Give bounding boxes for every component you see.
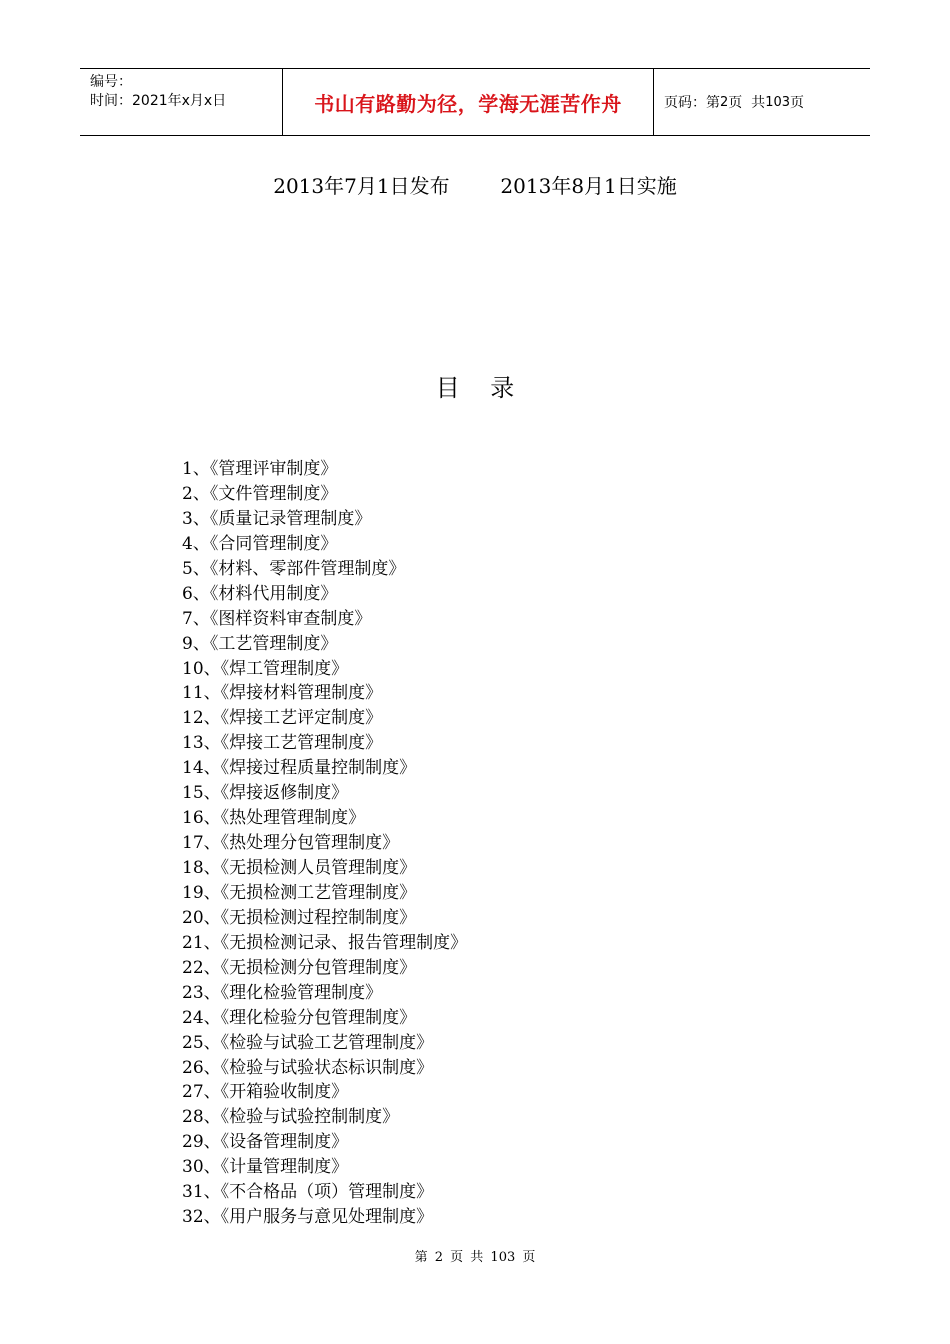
toc-item: 18、《无损检测人员管理制度》 [182,858,417,878]
table-of-contents [182,457,467,1230]
toc-item: 3、《质量记录管理制度》 [182,508,372,529]
time-label: 时间：2021年x月x日 [90,93,227,109]
toc-title: 目 录 [435,374,515,402]
page-current: 2 [720,94,729,110]
toc-item: 28、《检验与试验控制制度》 [182,1107,400,1128]
toc-item: 13、《焊接工艺管理制度》 [182,733,383,754]
page-header [80,68,870,136]
header-meta [80,69,282,135]
toc-item: 22、《无损检测分包管理制度》 [182,957,417,978]
page-mid: 页 共 [728,95,766,111]
toc-item: 12、《焊接工艺评定制度》 [182,708,383,729]
page-footer: 第 2 页 共 103 页 [414,1250,536,1265]
toc-item: 15、《焊接返修制度》 [182,783,349,804]
toc-item: 10、《焊工管理制度》 [182,658,349,679]
serial-label: 编号： [90,74,132,90]
toc-item: 5、《材料、零部件管理制度》 [182,558,406,579]
toc-item: 19、《无损检测工艺管理制度》 [182,882,417,903]
toc-item: 23、《理化检验管理制度》 [182,982,383,1003]
toc-item: 24、《理化检验分包管理制度》 [182,1007,417,1028]
toc-item: 1、《管理评审制度》 [182,459,338,479]
toc-item: 7、《图样资料审查制度》 [182,608,372,629]
page-total: 103 [765,94,791,110]
header-motto: 书山有路勤为径，学海无涯苦作舟 [282,69,654,135]
page-suffix: 页 [790,95,805,111]
toc-item: 30、《计量管理制度》 [182,1157,349,1178]
page-prefix: 页码：第 [664,95,720,111]
toc-item: 4、《合同管理制度》 [182,533,338,554]
toc-item: 21、《无损检测记录、报告管理制度》 [182,932,468,953]
toc-item: 31、《不合格品（项）管理制度》 [182,1182,434,1203]
toc-item: 2、《文件管理制度》 [182,483,338,504]
release-dates: 2013年7月1日发布 2013年8月1日实施 [273,174,677,198]
toc-item: 27、《开箱验收制度》 [182,1082,349,1103]
toc-item: 17、《热处理分包管理制度》 [182,833,400,854]
toc-item: 14、《焊接过程质量控制制度》 [182,758,417,779]
toc-item: 9、《工艺管理制度》 [182,633,338,654]
toc-item: 32、《用户服务与意见处理制度》 [182,1207,434,1228]
toc-item: 6、《材料代用制度》 [182,583,338,604]
toc-item: 16、《热处理管理制度》 [182,808,366,829]
header-page-info [654,69,870,135]
toc-item: 20、《无损检测过程控制制度》 [182,907,417,928]
toc-item: 25、《检验与试验工艺管理制度》 [182,1032,434,1053]
toc-item: 29、《设备管理制度》 [182,1132,349,1153]
toc-item: 26、《检验与试验状态标识制度》 [182,1057,434,1078]
toc-item: 11、《焊接材料管理制度》 [182,683,383,704]
